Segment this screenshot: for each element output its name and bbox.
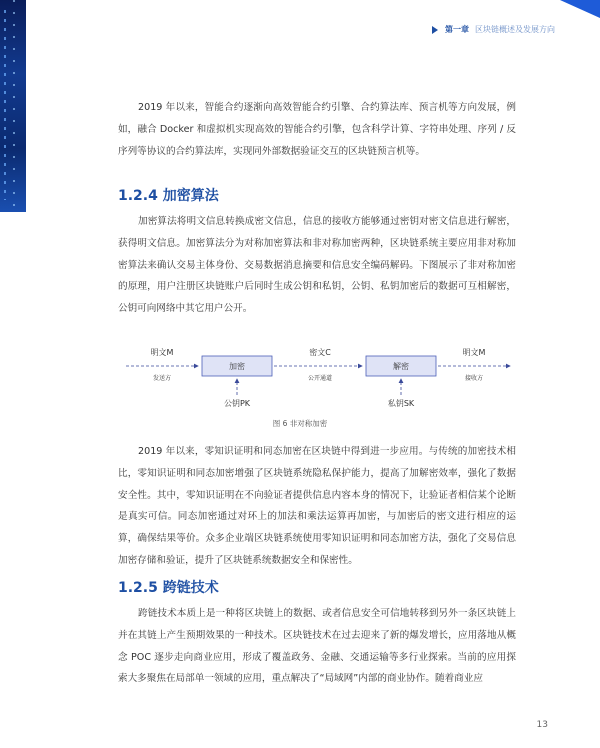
paragraph-smart-contract: 2019 年以来，智能合约逐渐向高效智能合约引擎、合约算法库、预言机等方向发展，例如，融合 Docker 和虚拟机实现高效的智能合约引擎，包含科学计算、字符串处理、序列 / 反序列等协议的合约算法库，实现同外部数据验证交互的区块链预言机等。 (118, 102, 516, 157)
sender-label: 发送方 (152, 375, 172, 382)
corner-decoration (560, 0, 600, 18)
encrypt-label: 加密 (229, 362, 245, 371)
private-key-label: 私钥SK (387, 399, 415, 408)
paragraph-zero-knowledge: 2019 年以来，零知识证明和同态加密在区块链中得到进一步应用。与传统的加密技术相比，零知识证明和同态加密增强了区块链系统隐私保护能力，提高了加解密效率，强化了数据安全性。其中，零知识证明在不向验证者提供信息内容本身的情况下，让验证者相信某个论断是真实可信。同态加密通过对环上的加法和乘法运算再加密，与加密后的密文进行相应的运算，确保结果等价。众多企业端区块链系统使用零知识证明和同态加密方法，强化了交易信息加密存储和验证，提升了区块链系统数据安全和保密性。 (118, 446, 516, 566)
play-triangle-icon (432, 26, 438, 34)
chapter-title: 区块链概述及发展方向 (475, 25, 555, 34)
chapter-label: 第一章 (445, 25, 469, 34)
public-key-label: 公钥PK (223, 399, 251, 408)
section-heading-cross-chain: 1.2.5 跨链技术 (118, 580, 219, 596)
figure-caption: 图 6 非对称加密 (272, 419, 328, 428)
decrypt-label: 解密 (393, 362, 409, 371)
paragraph-encryption: 加密算法将明文信息转换成密文信息，信息的接收方能够通过密钥对密文信息进行解密，获得明文信息。加密算法分为对称加密算法和非对称加密两种，区块链系统主要应用非对称加密算法来确认交易主体身份、交易数据消息摘要和信息安全编码解码。下图展示了非对称加密的原理，用户注册区块链账户后同时生成公钥和私钥，公钥、私钥加密后的数据可互相解密，公钥可向网络中其它用户公开。 (118, 216, 516, 315)
left-decoration (0, 0, 26, 212)
public-channel-label: 公开通道 (307, 375, 333, 382)
receiver-label: 接收方 (464, 375, 484, 382)
page-header (432, 24, 555, 35)
paragraph-cross-chain: 跨链技术本质上是一种将区块链上的数据、或者信息安全可信地转移到另外一条区块链上并在其链上产生预期效果的一种技术。区块链技术在过去迎来了新的爆发增长，应用落地从概念 POC 逐步走向商业应用，形成了覆盖政务、金融、交通运输等多行业探索。当前的应用探索大多聚焦在局部单一领域的应用，重点解决了“局域网”内部的商业协作。随着商业应 (118, 608, 516, 685)
section-heading-encryption: 1.2.4 加密算法 (118, 188, 219, 204)
plaintext-left-label: 明文M (150, 348, 174, 357)
page-number: 13 (536, 720, 548, 730)
ciphertext-label: 密文C (309, 348, 331, 357)
plaintext-right-label: 明文M (462, 348, 486, 357)
asymmetric-encryption-diagram (118, 335, 518, 415)
